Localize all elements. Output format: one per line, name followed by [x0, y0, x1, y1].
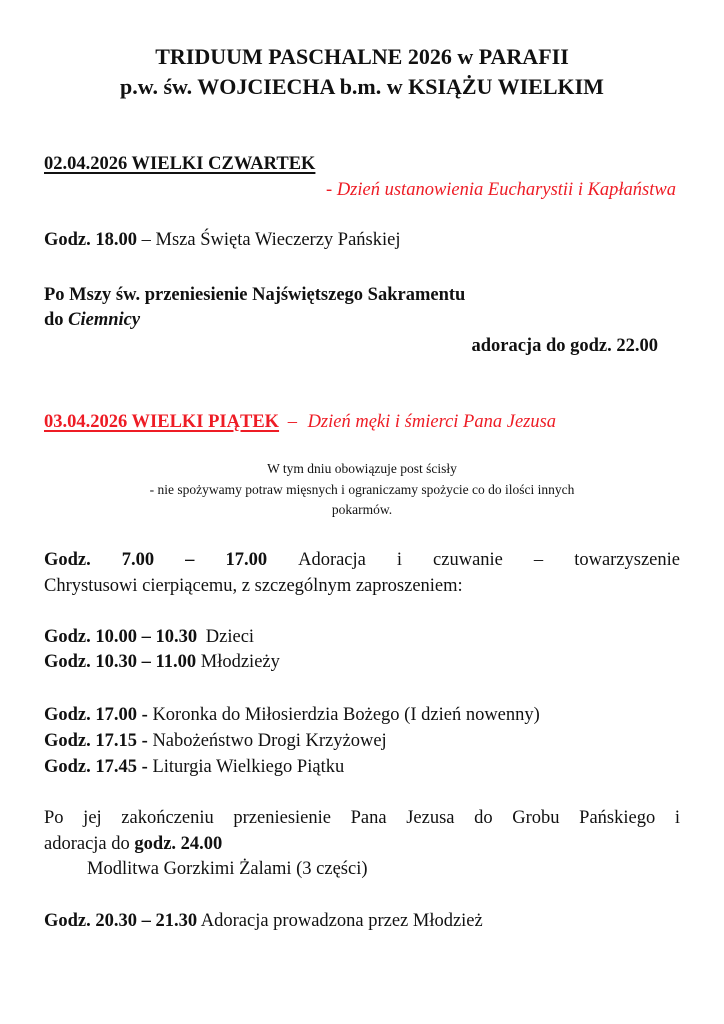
- ciemnica-label: Ciemnicy: [68, 310, 141, 330]
- service-time: Godz. 17.45 -: [44, 757, 148, 777]
- group-time: Godz. 10.00 – 10.30: [44, 627, 198, 647]
- after-prefix: adoracja do: [44, 834, 135, 854]
- youth-adoration: [44, 911, 483, 932]
- vigil-word: 7.00: [121, 550, 155, 570]
- vigil-word: Godz.: [44, 550, 91, 570]
- service-row: [44, 705, 540, 726]
- fast-note-line2: - nie spożywamy potraw mięsnych i ograniczamy spożycie co do ilości innych: [149, 482, 575, 497]
- service-time: Godz. 17.15 -: [44, 731, 148, 751]
- group-text: Młodzieży: [200, 652, 280, 672]
- group-time: Godz. 10.30 – 11.00: [44, 652, 197, 672]
- thursday-mass-text: – Msza Święta Wieczerzy Pańskiej: [141, 230, 401, 250]
- vigil-word: –: [185, 550, 195, 570]
- friday-subtitle: Dzień męki i śmierci Pana Jezusa: [307, 412, 557, 432]
- lamentations: Modlitwa Gorzkimi Żalami (3 części): [87, 859, 368, 879]
- group-text: Dzieci: [201, 627, 255, 647]
- after-line1: Po jej zakończeniu przeniesienie Pana Jezusa do Grobu Pańskiego i: [44, 808, 680, 828]
- vigil-line2: Chrystusowi cierpiącemu, z szczególnym zaproszeniem:: [44, 576, 463, 596]
- vigil-word: –: [533, 550, 544, 570]
- service-text: Nabożeństwo Drogi Krzyżowej: [152, 731, 387, 751]
- friday-dash: –: [287, 412, 297, 432]
- after-time: godz. 24.00: [134, 834, 223, 854]
- thursday-adoration: adoracja do godz. 22.00: [471, 336, 658, 356]
- vigil-word: 17.00: [225, 550, 268, 570]
- vigil-word: i: [396, 550, 403, 570]
- youth-text: Adoracja prowadzona przez Młodzież: [200, 911, 483, 931]
- service-text: Koronka do Miłosierdzia Bożego (I dzień nowenny): [152, 705, 540, 725]
- vigil-word: Adoracja: [298, 550, 366, 570]
- friday-heading: 03.04.2026 WIELKI PIĄTEK: [44, 412, 280, 432]
- after-line2: [44, 834, 222, 855]
- document-title-line2: p.w. św. WOJCIECHA b.m. w KSIĄŻU WIELKIM: [120, 74, 604, 99]
- vigil-line1: [44, 550, 680, 571]
- thursday-mass: [44, 230, 401, 251]
- service-row: [44, 731, 387, 752]
- thursday-mass-time: Godz. 18.00: [44, 230, 138, 250]
- vigil-word: czuwanie: [433, 550, 503, 570]
- thursday-heading: 02.04.2026 WIELKI CZWARTEK: [44, 154, 316, 174]
- thursday-transfer-line2: [44, 310, 140, 331]
- fast-note-line1: W tym dniu obowiązuje post ścisły: [267, 461, 457, 476]
- transfer-prefix: do: [44, 310, 69, 330]
- group-row: [44, 627, 254, 648]
- service-time: Godz. 17.00 -: [44, 705, 148, 725]
- thursday-subtitle: - Dzień ustanowienia Eucharystii i Kapłaństwa: [326, 180, 676, 200]
- friday-heading-row: [44, 412, 556, 433]
- fast-note-line3: pokarmów.: [331, 502, 393, 517]
- service-text: Liturgia Wielkiego Piątku: [152, 757, 345, 777]
- youth-time: Godz. 20.30 – 21.30: [44, 911, 198, 931]
- vigil-word: towarzyszenie: [574, 550, 680, 570]
- service-row: [44, 757, 344, 778]
- group-row: [44, 652, 280, 673]
- thursday-transfer-line1: Po Mszy św. przeniesienie Najświętszego Sakramentu: [44, 285, 466, 305]
- document-title-line1: TRIDUUM PASCHALNE 2026 w PARAFII: [155, 44, 569, 69]
